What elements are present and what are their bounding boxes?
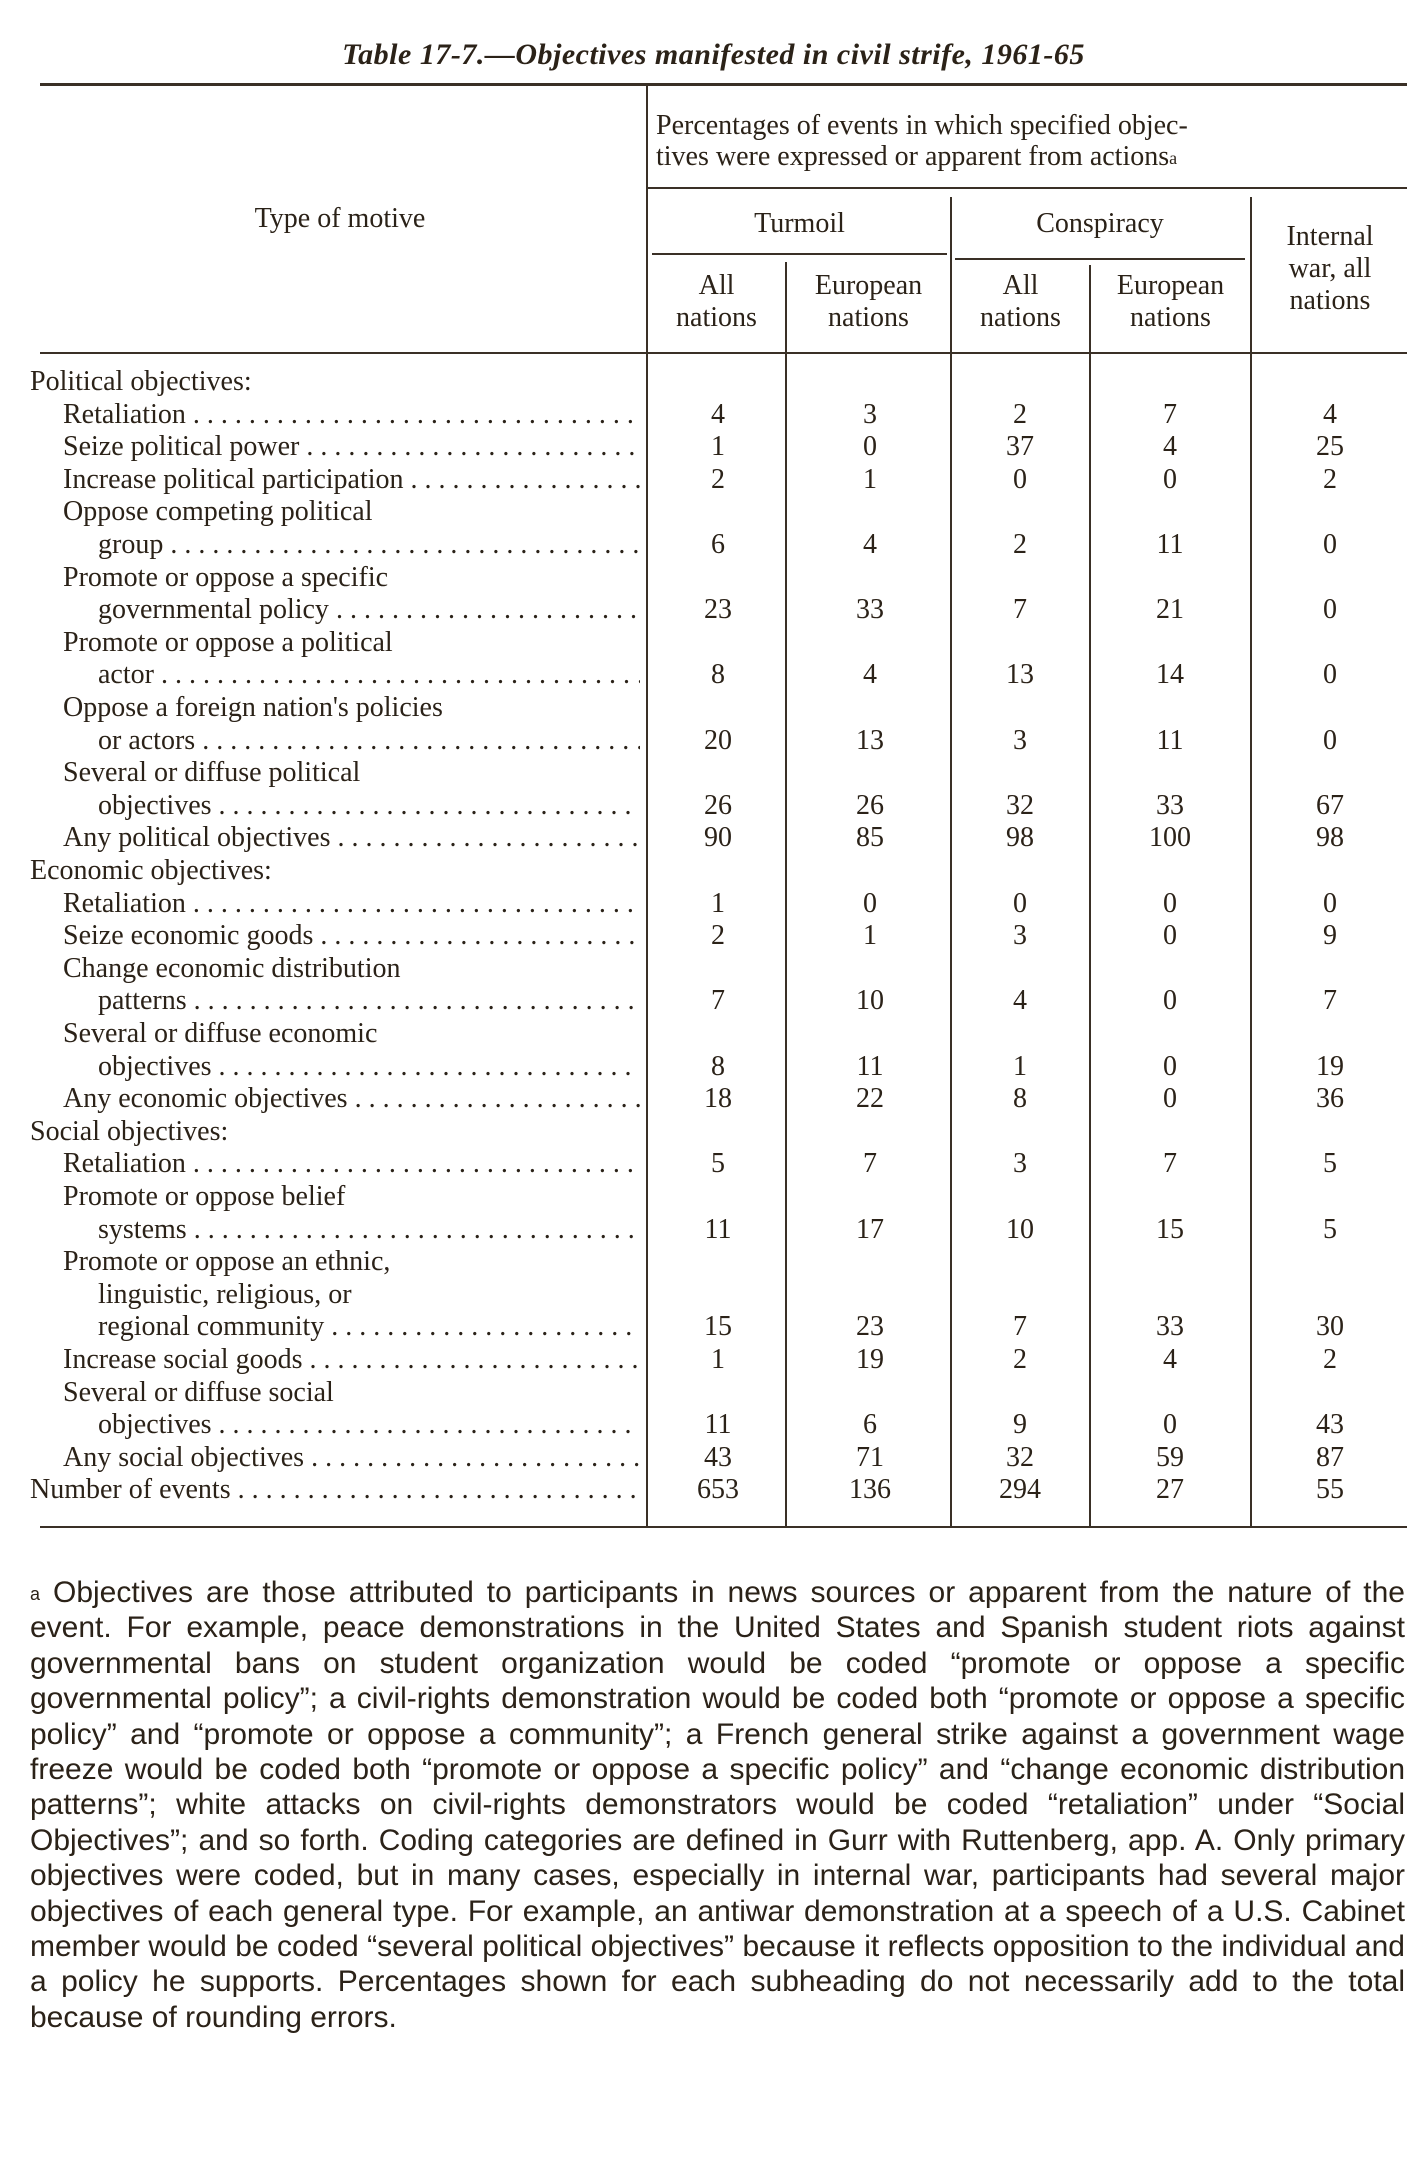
table-cell: 21 xyxy=(1156,594,1184,626)
row-label: Promote or oppose belief xyxy=(63,1181,346,1212)
table-row xyxy=(30,1310,1410,1343)
table-row xyxy=(30,952,1410,985)
table-cell: 7 xyxy=(1013,594,1027,626)
table-cell: 0 xyxy=(1163,1083,1177,1115)
row-label: Promote or oppose an ethnic, xyxy=(63,1246,391,1278)
row-label: Any social objectives . . . xyxy=(63,1441,640,1474)
row-label: objectives . . . xyxy=(98,1408,640,1441)
footnote xyxy=(30,1575,1405,2035)
table-cell: 2 xyxy=(711,463,725,495)
row-label: Oppose competing political xyxy=(63,496,373,528)
table-row xyxy=(30,1376,1410,1409)
table-cell: 0 xyxy=(1323,724,1337,756)
row-label: objectives . . . xyxy=(98,789,640,822)
table-cell: 13 xyxy=(1006,659,1034,691)
table-cell: 5 xyxy=(1323,1148,1337,1180)
footnote-marker-label: a xyxy=(30,1584,41,1604)
row-label: Retaliation . . . xyxy=(63,1147,640,1180)
conspiracy-eur-header-line2: nations xyxy=(1130,302,1211,333)
table-cell: 6 xyxy=(711,529,725,560)
conspiracy-rule xyxy=(955,258,1245,260)
row-label: Increase political participation . . . xyxy=(63,463,640,496)
table-row xyxy=(30,691,1410,724)
table-cell: 6 xyxy=(863,1409,877,1441)
conspiracy-eur-header-line1: European xyxy=(1116,270,1225,301)
turmoil-all-header-line2: nations xyxy=(676,302,757,333)
stub-header: Type of motive xyxy=(254,203,426,234)
row-label: Increase social goods . . . xyxy=(63,1343,640,1376)
table-cell: 11 xyxy=(1156,529,1184,560)
turmoil-header: Turmoil xyxy=(754,208,845,239)
table-cell: 1 xyxy=(863,920,877,952)
footnote-marker: a xyxy=(1169,148,1178,168)
table-row xyxy=(30,495,1410,528)
table-cell: 22 xyxy=(856,1083,884,1115)
table-cell: 87 xyxy=(1316,1441,1344,1473)
table-row xyxy=(30,658,1410,691)
row-label: Economic objectives: xyxy=(30,855,272,886)
table-row xyxy=(30,1180,1410,1213)
table-row xyxy=(30,1473,1410,1506)
table-cell: 1 xyxy=(1013,1050,1027,1082)
row-label: Oppose a foreign nation's policies xyxy=(63,692,443,723)
row-label: Several or diffuse social xyxy=(63,1376,334,1408)
conspiracy-all-header-line1: All xyxy=(1002,270,1039,301)
row-label: or actors . . . xyxy=(98,724,640,757)
table-cell: 19 xyxy=(1316,1050,1344,1082)
table-row xyxy=(30,398,1410,431)
table-cell: 3 xyxy=(1013,724,1027,756)
table-cell: 7 xyxy=(863,1148,877,1180)
table-cell: 13 xyxy=(856,724,884,756)
table-cell: 7 xyxy=(1163,1148,1177,1180)
table-cell: 36 xyxy=(1316,1083,1344,1115)
table-row xyxy=(30,1278,1410,1311)
table-cell: 15 xyxy=(704,1311,732,1343)
table-row xyxy=(30,887,1410,920)
table-cell: 18 xyxy=(704,1083,732,1115)
row-label: patterns . . . xyxy=(98,984,640,1017)
table-cell: 11 xyxy=(704,1213,732,1245)
table-cell: 0 xyxy=(1163,887,1177,919)
table-row xyxy=(30,1213,1410,1246)
row-label: actor . . . xyxy=(98,658,640,691)
spanner-header-line2-text: tives were expressed or apparent from actions xyxy=(656,141,1170,172)
table-cell: 67 xyxy=(1316,789,1344,821)
table-cell: 30 xyxy=(1316,1311,1344,1343)
table-bottom-rule xyxy=(40,1526,1407,1528)
row-label: Retaliation . . . xyxy=(63,398,640,431)
table-cell: 5 xyxy=(711,1148,725,1180)
table-row xyxy=(30,463,1410,496)
row-label: systems . . . xyxy=(98,1213,640,1246)
table-cell: 4 xyxy=(1013,985,1027,1017)
table-cell: 15 xyxy=(1156,1213,1184,1245)
row-label: Several or diffuse political xyxy=(63,757,361,789)
spanner-header-line1: Percentages of events in which specified objec- xyxy=(656,110,1188,141)
table-row xyxy=(30,1441,1410,1474)
row-label: Several or diffuse economic xyxy=(63,1018,378,1049)
table-cell: 0 xyxy=(1163,1409,1177,1441)
table-cell: 33 xyxy=(1156,789,1184,821)
table-row xyxy=(30,1245,1410,1278)
table-cell: 100 xyxy=(1149,822,1191,854)
table-cell: 7 xyxy=(1013,1311,1027,1343)
row-label: Promote or oppose a specific xyxy=(63,561,389,593)
table-cell: 2 xyxy=(1323,1344,1337,1375)
table-cell: 26 xyxy=(704,789,732,821)
internal-war-header-line3: nations xyxy=(1289,285,1371,316)
table-cell: 71 xyxy=(856,1441,884,1473)
table-cell: 4 xyxy=(863,529,877,560)
row-label: group . . . xyxy=(98,528,640,561)
table-cell: 7 xyxy=(711,985,725,1017)
table-cell: 33 xyxy=(856,594,884,626)
row-label: regional community . . . xyxy=(98,1310,640,1343)
table-cell: 2 xyxy=(1013,529,1027,560)
table-cell: 0 xyxy=(1163,1050,1177,1082)
table-cell: 23 xyxy=(856,1311,884,1343)
table-cell: 32 xyxy=(1006,1441,1034,1473)
table-row xyxy=(30,919,1410,952)
table-cell: 2 xyxy=(711,920,725,952)
table-cell: 8 xyxy=(711,1050,725,1082)
table-cell: 7 xyxy=(1323,985,1337,1017)
table-cell: 0 xyxy=(1323,594,1337,626)
row-label: Seize economic goods . . . xyxy=(63,919,640,952)
row-label: Political objectives: xyxy=(30,366,252,397)
row-label: Change economic distribution xyxy=(63,952,401,984)
table-cell: 37 xyxy=(1006,431,1034,463)
row-label: Any economic objectives . . . xyxy=(63,1082,640,1115)
table-row xyxy=(30,1017,1410,1050)
table-row xyxy=(30,1408,1410,1441)
turmoil-all-header-line1: All xyxy=(698,270,735,301)
table-cell: 1 xyxy=(711,431,725,463)
table-cell: 11 xyxy=(1156,724,1184,756)
table-cell: 0 xyxy=(1013,463,1027,495)
row-label: objectives . . . xyxy=(98,1050,640,1083)
table-cell: 653 xyxy=(697,1474,739,1506)
table-cell: 17 xyxy=(856,1213,884,1245)
table-cell: 27 xyxy=(1156,1474,1184,1506)
conspiracy-header: Conspiracy xyxy=(1036,208,1164,239)
table-cell: 1 xyxy=(711,1344,725,1375)
table-cell: 11 xyxy=(856,1050,884,1082)
table-row xyxy=(30,854,1410,887)
table-cell: 3 xyxy=(1013,920,1027,952)
table-row xyxy=(30,528,1410,561)
internal-war-header-line1: Internal xyxy=(1286,221,1374,252)
table-cell: 25 xyxy=(1316,431,1344,463)
table-cell: 33 xyxy=(1156,1311,1184,1343)
row-label: governmental policy . . . xyxy=(98,593,640,626)
table-cell: 9 xyxy=(1323,920,1337,952)
table-cell: 4 xyxy=(1323,398,1337,430)
table-cell: 8 xyxy=(711,659,725,691)
table-cell: 0 xyxy=(1163,920,1177,952)
spanner-rule xyxy=(648,187,1407,189)
table-cell: 8 xyxy=(1013,1083,1027,1115)
table-cell: 4 xyxy=(863,659,877,691)
internal-war-header-line2: war, all xyxy=(1288,253,1372,284)
table-cell: 43 xyxy=(1316,1409,1344,1441)
table-row xyxy=(30,724,1410,757)
conspiracy-all-header-line2: nations xyxy=(980,302,1061,333)
row-label: Promote or oppose a political xyxy=(63,626,393,658)
table-cell: 98 xyxy=(1006,822,1034,854)
table-row xyxy=(30,1050,1410,1083)
table-cell: 0 xyxy=(1013,887,1027,919)
table-cell: 0 xyxy=(1323,659,1337,691)
table-cell: 10 xyxy=(856,985,884,1017)
table-cell: 43 xyxy=(704,1441,732,1473)
table-cell: 59 xyxy=(1156,1441,1184,1473)
table-row xyxy=(30,626,1410,659)
table-cell: 85 xyxy=(856,822,884,854)
table-cell: 2 xyxy=(1013,1344,1027,1375)
table-cell: 0 xyxy=(1163,985,1177,1017)
header-bottom-rule xyxy=(40,352,1407,354)
table-cell: 2 xyxy=(1013,398,1027,430)
table-cell: 5 xyxy=(1323,1213,1337,1245)
table-cell: 90 xyxy=(704,822,732,854)
table-cell: 10 xyxy=(1006,1213,1034,1245)
table-row xyxy=(30,821,1410,854)
table-cell: 0 xyxy=(863,887,877,919)
table-row xyxy=(30,593,1410,626)
row-label: Any political objectives . . . xyxy=(63,821,640,854)
table-cell: 0 xyxy=(1323,529,1337,560)
table-cell: 294 xyxy=(999,1474,1041,1506)
table-cell: 1 xyxy=(711,887,725,919)
table-cell: 55 xyxy=(1316,1474,1344,1506)
table-cell: 4 xyxy=(1163,431,1177,463)
turmoil-rule xyxy=(652,253,947,255)
footnote-text: Objectives are those attributed to participants in news sources or apparent from the nature of the event. For example, peace demonstrations in the United States and Spanish student riots against governmental bans on student organization would be coded “promote or oppose a specific governmental policy”; a civil-rights demonstration would be coded both “promote or oppose a specific policy” and “promote or oppose a community”; a French general strike against a government wage freeze would be coded both “promote or oppose a specific policy” and “change economic distribution patterns”; white attacks on civil-rights demonstrators would be coded “retaliation” under “Social Objectives”; and so forth. Coding categories are defined in Gurr with Ruttenberg, app. A. Only primary objectives were coded, but in many cases, especially in internal war, participants had several major objectives of each general type. For example, an antiwar demonstration at a speech of a U.S. Cabinet member would be coded “several political objectives” because it reflects opposition to the individual and a policy he supports. Percentages shown for each subheading do not necessarily add to the total because of rounding errors. xyxy=(30,1576,1405,2034)
table-cell: 0 xyxy=(1323,887,1337,919)
table-cell: 23 xyxy=(704,594,732,626)
table-cell: 4 xyxy=(1163,1344,1177,1375)
table-cell: 32 xyxy=(1006,789,1034,821)
table-cell: 0 xyxy=(1163,463,1177,495)
table-cell: 136 xyxy=(849,1474,891,1506)
table-row xyxy=(30,756,1410,789)
row-label: linguistic, religious, or xyxy=(98,1278,352,1310)
table-row xyxy=(30,365,1410,398)
table-row xyxy=(30,984,1410,1017)
table-cell: 3 xyxy=(863,398,877,430)
table-row xyxy=(30,1115,1410,1148)
table-cell: 2 xyxy=(1323,463,1337,495)
table-title: Table 17-7.—Objectives manifested in civil strife, 1961-65 xyxy=(342,38,1085,71)
table-cell: 11 xyxy=(704,1409,732,1441)
table-cell: 19 xyxy=(856,1344,884,1375)
table-row xyxy=(30,1082,1410,1115)
table-cell: 26 xyxy=(856,789,884,821)
table-cell: 9 xyxy=(1013,1409,1027,1441)
table-cell: 4 xyxy=(711,398,725,430)
top-rule xyxy=(40,83,1407,86)
row-label: Number of events . . . xyxy=(30,1473,640,1506)
table-cell: 14 xyxy=(1156,659,1184,691)
table-row xyxy=(30,561,1410,594)
turmoil-eur-header-line1: European xyxy=(814,270,923,301)
table-row xyxy=(30,1343,1410,1376)
table-cell: 0 xyxy=(863,431,877,463)
table-row xyxy=(30,1147,1410,1180)
table-row xyxy=(30,789,1410,822)
table-cell: 1 xyxy=(863,463,877,495)
row-label: Retaliation . . . xyxy=(63,887,640,920)
table-cell: 3 xyxy=(1013,1148,1027,1180)
table-row xyxy=(30,430,1410,463)
table-cell: 7 xyxy=(1163,398,1177,430)
table-cell: 98 xyxy=(1316,822,1344,854)
turmoil-eur-header-line2: nations xyxy=(828,302,909,333)
row-label: Social objectives: xyxy=(30,1115,229,1147)
row-label: Seize political power . . . xyxy=(63,430,640,463)
table-cell: 20 xyxy=(704,724,732,756)
spanner-header-line2 xyxy=(648,141,1407,172)
